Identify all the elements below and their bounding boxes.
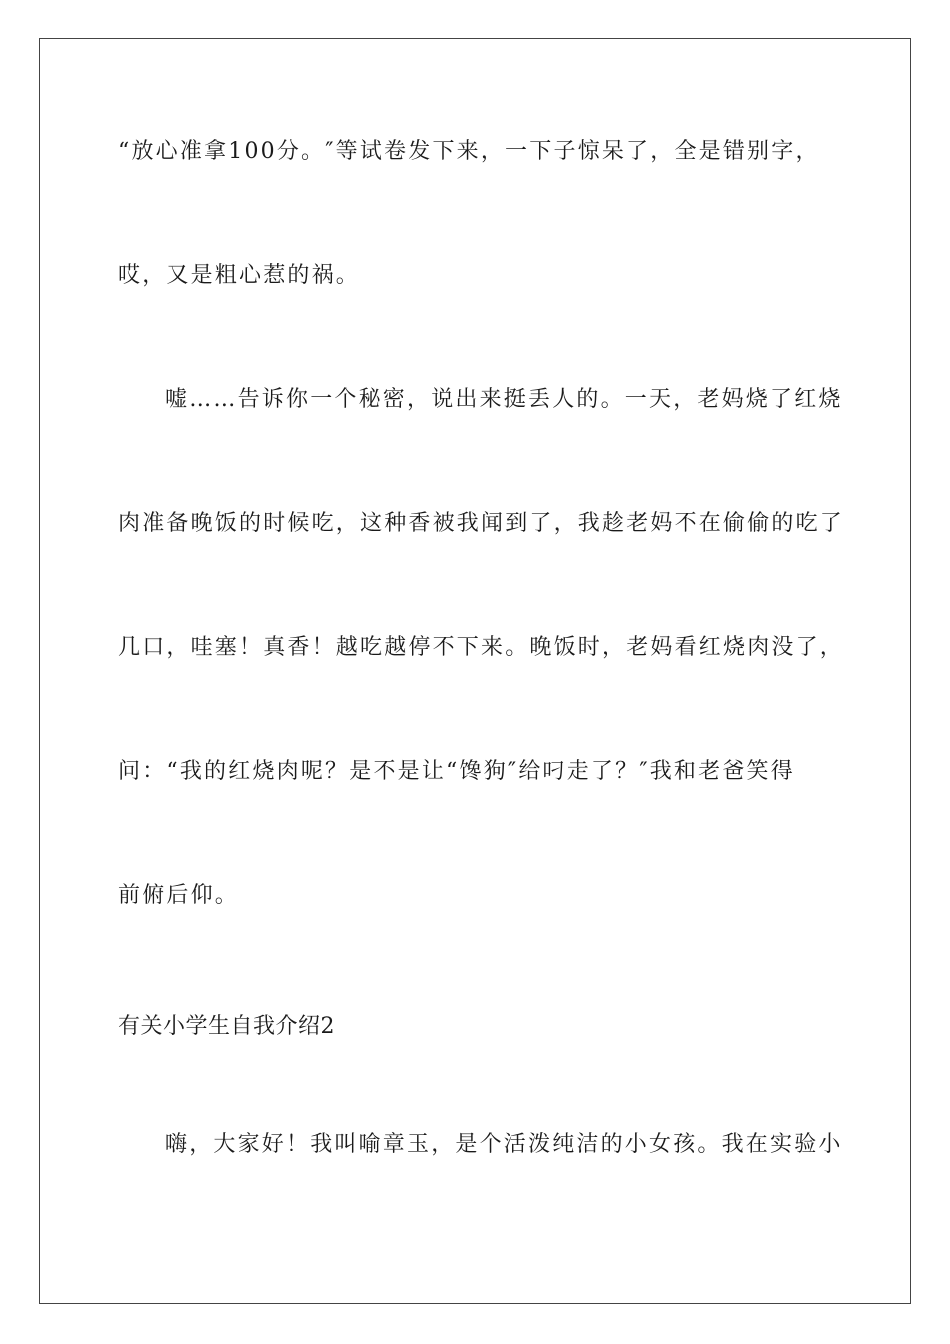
paragraph-line: 前俯后仰。	[118, 883, 240, 908]
paragraph-line: 几口，哇塞！真香！越吃越停不下来。晚饭时，老妈看红烧肉没了，	[118, 635, 845, 660]
paragraph-line: 问：“我的红烧肉呢？是不是让“馋狗″给叼走了？″我和老爸笑得	[118, 759, 795, 784]
paragraph-line: “放心准拿100分。″等试卷发下来，一下子惊呆了，全是错别字，	[118, 139, 820, 164]
page-border	[39, 38, 911, 1304]
paragraph-line: 哎，又是粗心惹的祸。	[118, 263, 361, 288]
section-heading: 有关小学生自我介绍2	[118, 1014, 335, 1039]
paragraph-line: 嗨，大家好！我叫喻章玉，是个活泼纯洁的小女孩。我在实验小	[165, 1132, 843, 1157]
paragraph-line: 肉准备晚饭的时候吃，这种香被我闻到了，我趁老妈不在偷偷的吃了	[118, 511, 845, 536]
paragraph-line: 嘘……告诉你一个秘密，说出来挺丢人的。一天，老妈烧了红烧	[165, 387, 843, 412]
